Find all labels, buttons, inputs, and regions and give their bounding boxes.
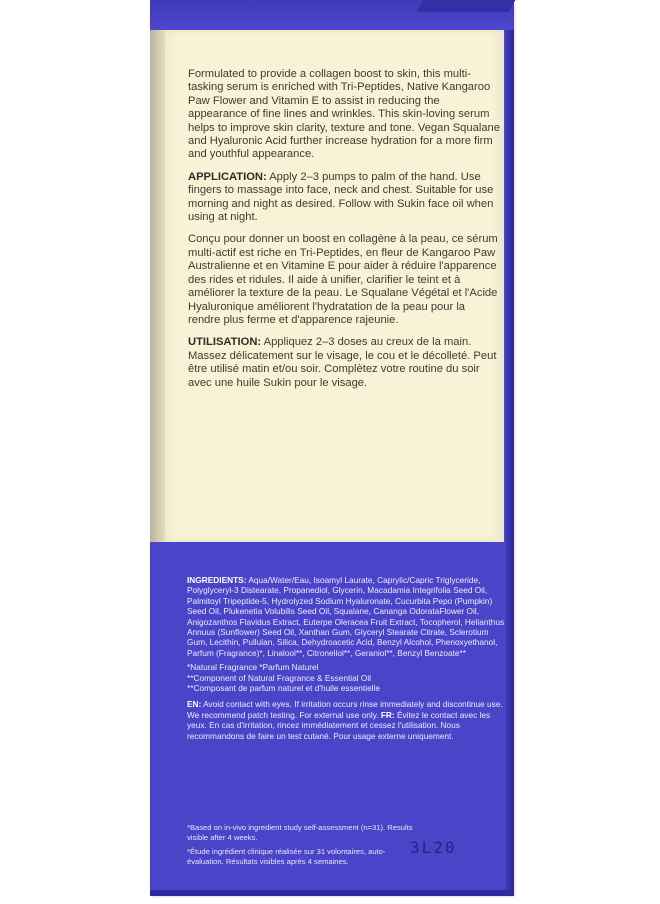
- fragrance-footnotes: [187, 662, 505, 693]
- claim-english: *Based on in-vivo ingredient study self-assessment (n=31). Results visible after 4 weeks.: [187, 823, 413, 842]
- box-side-edge: [506, 6, 514, 896]
- utilisation-label: UTILISATION:: [188, 336, 262, 349]
- panel-shadow: [150, 30, 166, 542]
- warning-en-text: Avoid contact with eyes. If irritation occurs rinse immediately and discontinue use. We recommend patch testing. For external use only.: [187, 699, 503, 720]
- ingredients-paragraph: [187, 575, 505, 658]
- description-text: [188, 68, 500, 399]
- warning-fr-label: FR:: [380, 709, 395, 720]
- claims-section: [187, 823, 417, 871]
- application-paragraph: [188, 171, 500, 225]
- lot-code: 3L20: [410, 838, 457, 857]
- footnote-component-en: **Component of Natural Fragrance & Essential Oil: [187, 672, 372, 683]
- warning-en-label: EN:: [187, 699, 202, 710]
- warning-fr-text: Évitez le contact avec les yeux. En cas d'irritation, rincez immédiatement et cessez l'utilisation. Nous recommandons de faire un test cutané. Pour usage externe uniquement.: [187, 709, 491, 741]
- footnote-component-fr: **Composant de parfum naturel et d'huile essentielle: [187, 683, 380, 694]
- ingredients-label: INGREDIENTS:: [187, 575, 247, 585]
- utilisation-paragraph: [188, 336, 500, 390]
- flap-fold: [417, 0, 516, 12]
- ingredients-list: Aqua/Water/Eau, Isoamyl Laurate, Caprylic/Capric Triglyceride, Polyglyceryl-3 Distearate, Propanediol, Glycerin, Macadamia Integrifolia Seed Oil, Palmitoyl Tripeptide-5, Hydrolyzed Sodium Hyaluronate, Cucurbita Pepo (Pumpkin) Seed Oil, Plukenetia Volubilis Seed Oil, Squalane, Cananga OdorataFlower Oil, Anigozanthos Flavidus Extract, Euterpe Oleracea Fruit Extract, Tocopherol, Helianthus Annuus (Sunflower) Seed Oil, Xanthan Gum, Glyceryl Stearate Citrate, Sclerotium Gum, Lecithin, Pullulan, Silica, Dehydroacetic Acid, Benzyl Alcohol, Phenoxyethanol, Parfum (Fragrance)*, Linalool**, Citronellol**, Geraniol**, Benzyl Benzoate**: [187, 575, 505, 658]
- application-label: APPLICATION:: [188, 170, 267, 183]
- intro-french: Conçu pour donner un boost en collagène à la peau, ce sérum multi-actif est riche en Tri-Peptides, en fleur de Kangaroo Paw Australienne et en Vitamine E pour aider à réduire l'apparence des rides et ridules. Il aide à unifier, clarifier le teint et à améliorer la texture de la peau. Le Squalane Végétal et l'Acide Hyaluronique améliorent l'hydratation de la peau pour la rendre plus ferme et d'apparence rajeunie.: [188, 233, 498, 326]
- box-bottom-edge: [150, 890, 514, 896]
- claim-french: *Étude ingrédient clinique réalisée sur 31 volontaires, auto-évaluation. Résultats visibles après 4 semaines.: [187, 847, 386, 866]
- application-text: Apply 2–3 pumps to palm of the hand. Use fingers to massage into face, neck and chest. Suitable for use morning and night as desired. Follow with Sukin face oil when using at night.: [188, 170, 494, 224]
- ingredients-section: [187, 575, 505, 745]
- utilisation-text: Appliquez 2–3 doses au creux de la main. Massez délicatement sur le visage, le cou et le décolleté. Peut être utilisé matin et/ou soir. Complètez votre routine du soir avec une huile Sukin pour le visage.: [188, 336, 497, 389]
- intro-english: Formulated to provide a collagen boost to skin, this multi-tasking serum is enriched with Tri-Peptides, Native Kangaroo Paw Flower and Vitamin E to assist in reducing the appearance of fine lines and wrinkles. This skin-loving serum helps to improve skin clarity, texture and tone. Vegan Squalane and Hyaluronic Acid further increase hydration for a more firm and youthful appearance.: [188, 68, 500, 161]
- warnings-paragraph: [187, 699, 505, 741]
- footnote-natural-fragrance: *Natural Fragrance *Parfum Naturel: [187, 662, 319, 673]
